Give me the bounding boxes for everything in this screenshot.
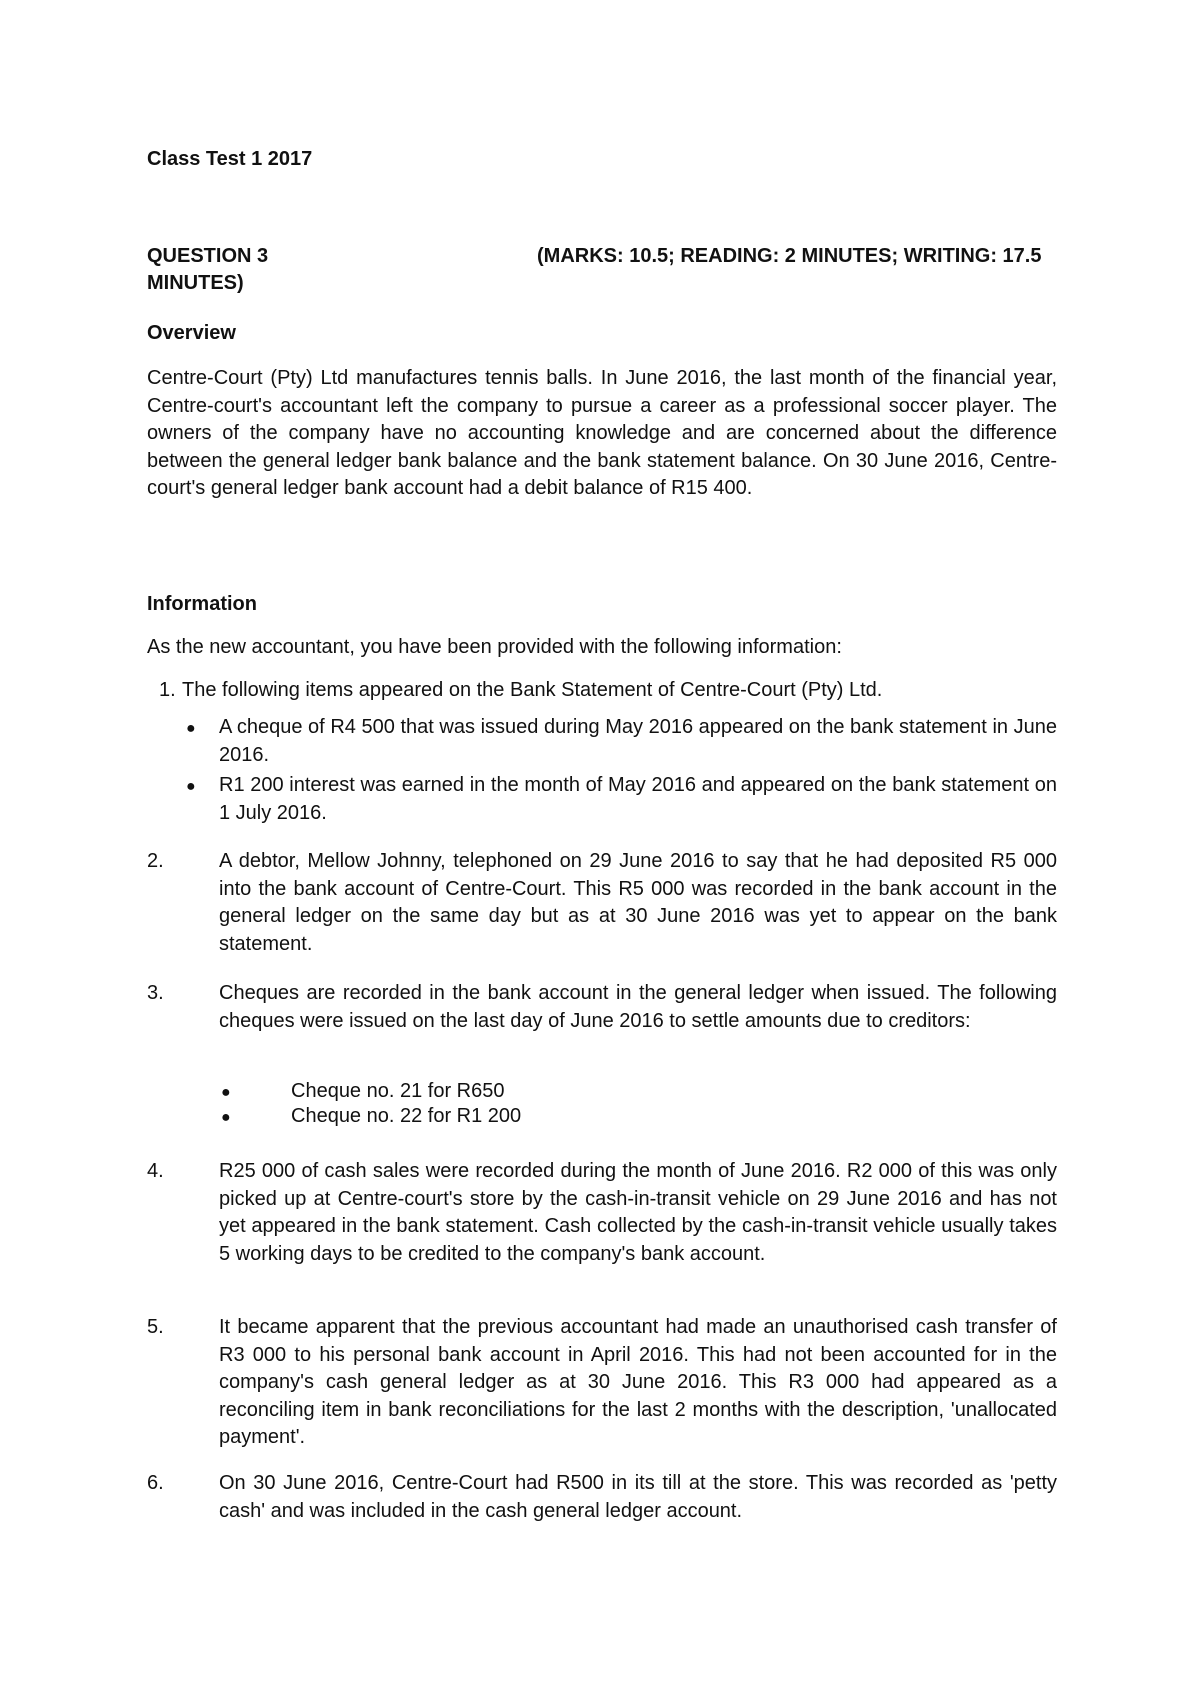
list-number: 4. <box>147 1160 164 1182</box>
list-item-5 <box>0 1314 1200 1454</box>
list-item-text: The following items appeared on the Bank Statement of Centre-Court (Pty) Ltd. <box>182 679 883 701</box>
bullet-icon: ● <box>221 1084 231 1101</box>
list-item-2 <box>0 848 1200 963</box>
question-header <box>147 245 1057 268</box>
document-title: Class Test 1 2017 <box>147 148 313 170</box>
bullet-icon: ● <box>221 1109 231 1126</box>
bullet-text: Cheque no. 21 for R650 <box>291 1080 505 1102</box>
bullet-text: R1 200 interest was earned in the month of May 2016 and appeared on the bank statement on 1 July 2016. <box>219 774 1057 824</box>
information-intro: As the new accountant, you have been provided with the following information: <box>147 636 842 658</box>
list-item-text: A debtor, Mellow Johnny, telephoned on 29 June 2016 to say that he had deposited R5 000 into the bank account of Centre-Court. This R5 000 was recorded in the bank account in the general ledger on the same day but as at 30 June 2016 was yet to appear on the bank statement. <box>219 850 1057 955</box>
information-heading: Information <box>147 593 257 615</box>
list-item-4 <box>0 1158 1200 1298</box>
question-label: QUESTION 3 <box>147 245 269 267</box>
overview-heading: Overview <box>147 322 236 344</box>
list-item-text: On 30 June 2016, Centre-Court had R500 in its till at the store. This was recorded as 'petty cash' and was included in the cash general ledger account. <box>219 1472 1057 1522</box>
list-item-3 <box>0 980 1200 1130</box>
list-item-text: R25 000 of cash sales were recorded during the month of June 2016. R2 000 of this was only picked up at Centre-court's store by the cash-in-transit vehicle on 29 June 2016 and has not yet appeared in the bank statement. Cash collected by the cash-in-transit vehicle usually takes 5 working days to be credited to the company's bank account. <box>219 1160 1057 1265</box>
bullet-text: Cheque no. 22 for R1 200 <box>291 1105 522 1127</box>
list-item-text: It became apparent that the previous accountant had made an unauthorised cash transfer of R3 000 to his personal bank account in April 2016. This had not been accounted for in the company's cash general ledger as at 30 June 2016. This R3 000 had appeared as a reconciling item in bank reconciliations for the last 2 months with the description, 'unallocated payment'. <box>219 1316 1057 1448</box>
list-number: 6. <box>147 1472 164 1494</box>
list-number: 5. <box>147 1316 164 1338</box>
list-number: 1. <box>159 679 176 701</box>
question-marks: (MARKS: 10.5; READING: 2 MINUTES; WRITING: 17.5 <box>537 245 1042 267</box>
bullet-icon: ● <box>186 778 196 795</box>
bullet-text: A cheque of R4 500 that was issued during May 2016 appeared on the bank statement in June 2016. <box>219 716 1057 766</box>
question-marks-continued: MINUTES) <box>147 272 244 294</box>
overview-paragraph: Centre-Court (Pty) Ltd manufactures tennis balls. In June 2016, the last month of the financial year, Centre-court's accountant left the company to pursue a career as a professional soccer player. The owners of the company have no accounting knowledge and are concerned about the difference between the general ledger bank balance and the bank statement balance. On 30 June 2016, Centre-court's general ledger bank account had a debit balance of R15 400. <box>147 367 1057 499</box>
list-item-text: Cheques are recorded in the bank account in the general ledger when issued. The following cheques were issued on the last day of June 2016 to settle amounts due to creditors: <box>219 982 1057 1032</box>
list-item-6 <box>0 1470 1200 1530</box>
bullet-icon: ● <box>186 720 196 737</box>
list-number: 3. <box>147 982 164 1004</box>
list-number: 2. <box>147 850 164 872</box>
list-item-1 <box>0 677 1200 827</box>
